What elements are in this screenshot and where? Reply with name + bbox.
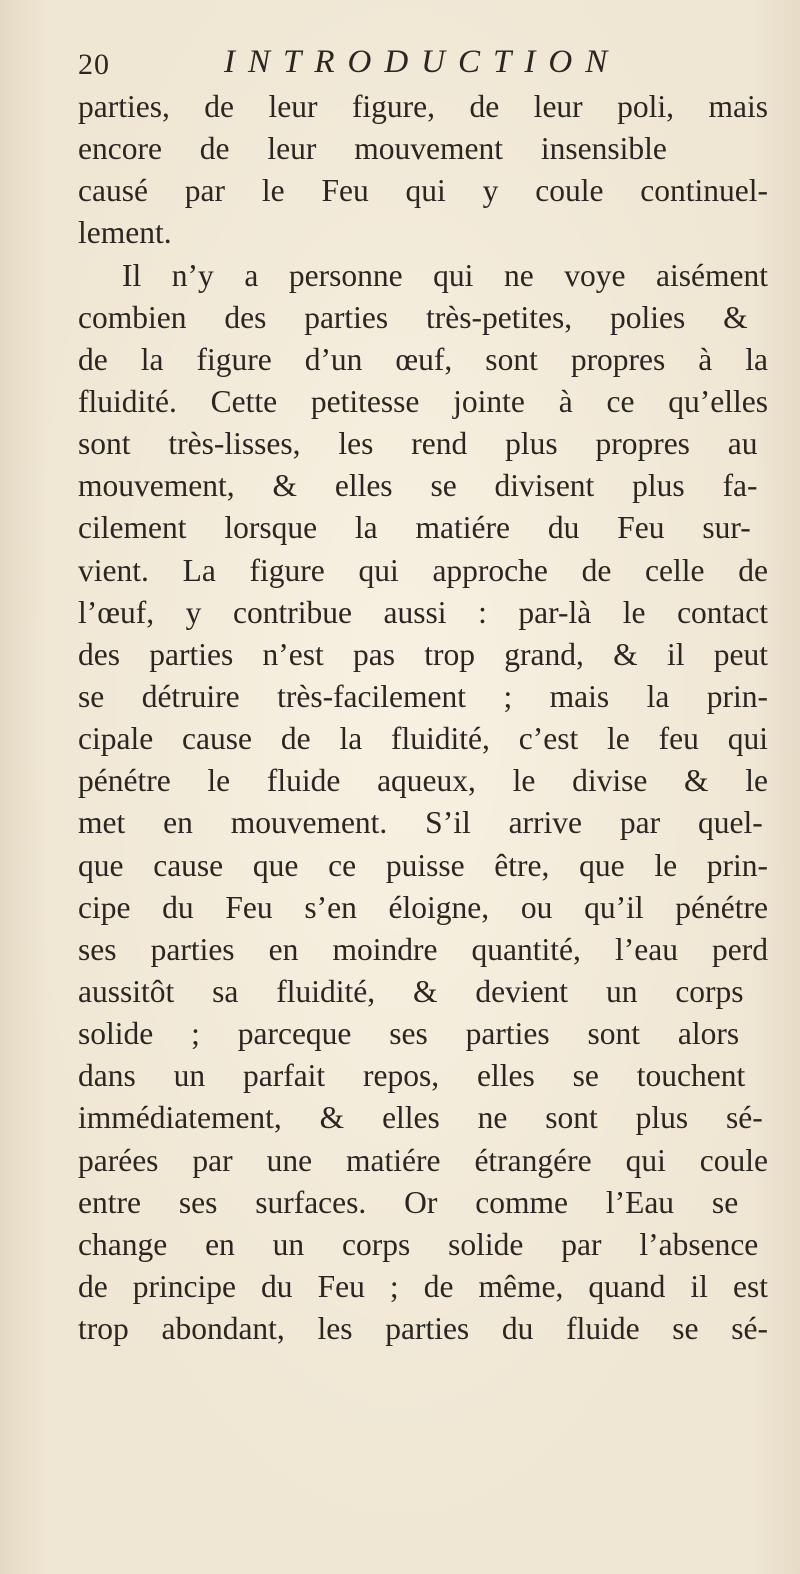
text-line-content: Il n’y a personne qui ne voye aisément: [122, 257, 768, 293]
text-line: [78, 887, 768, 929]
text-line-content: causé par le Feu qui y coule continuel-: [78, 173, 768, 209]
text-line-content: des parties n’est pas trop grand, & il peut: [78, 636, 768, 672]
text-line: [78, 929, 768, 971]
text-line-content: combien des parties très-petites, polies &: [78, 299, 748, 335]
text-line: [78, 1097, 768, 1139]
text-line-content: cipe du Feu s’en éloigne, ou qu’il pénétre: [78, 889, 768, 925]
text-line-content: mouvement, & elles se divisent plus fa-: [78, 468, 758, 504]
text-line: [78, 1140, 768, 1182]
body-text: [78, 86, 768, 1350]
text-line: [78, 423, 768, 465]
text-line: [78, 255, 768, 297]
text-line: [78, 297, 768, 339]
text-line-content: sont très-lisses, les rend plus propres au: [78, 426, 758, 462]
text-line: [78, 465, 768, 507]
text-line-content: aussitôt sa fluidité, & devient un corps: [78, 973, 744, 1009]
page-number: 20: [78, 48, 110, 81]
text-line-content: vient. La figure qui approche de celle de: [78, 552, 768, 588]
text-line: [78, 760, 768, 802]
text-line-content: l’œuf, y contribue aussi : par-là le contact: [78, 594, 769, 630]
text-line-content: met en mouvement. S’il arrive par quel-: [78, 805, 763, 841]
text-line-content: dans un parfait repos, elles se touchent: [78, 1058, 746, 1094]
text-line-content: change en un corps solide par l’absence: [78, 1226, 759, 1262]
text-line: [78, 634, 768, 676]
text-line: [78, 845, 768, 887]
running-title: INTRODUCTION: [224, 44, 621, 80]
text-line: [78, 212, 768, 254]
text-line-content: trop abondant, les parties du fluide se sé-: [78, 1311, 768, 1347]
text-line: [78, 1013, 768, 1055]
text-line-content: parties, de leur figure, de leur poli, mais: [78, 89, 768, 124]
text-line-content: ses parties en moindre quantité, l’eau perd: [78, 931, 769, 967]
text-line-content: de principe du Feu ; de même, quand il est: [78, 1268, 768, 1304]
text-line: [78, 1182, 768, 1224]
text-line-content: de la figure d’un œuf, sont propres à la: [78, 341, 769, 377]
text-line: [78, 592, 768, 634]
running-head: [78, 44, 718, 92]
text-line: [78, 802, 768, 844]
text-line-content: lement.: [78, 215, 172, 251]
text-line: [78, 381, 768, 423]
text-line: [78, 718, 768, 760]
text-line: [78, 550, 768, 592]
text-line-content: parées par une matiére étrangére qui coule: [78, 1142, 768, 1178]
text-line: [78, 339, 768, 381]
text-line: [78, 676, 768, 718]
text-line: [78, 507, 768, 549]
text-line-content: immédiatement, & elles ne sont plus sé-: [78, 1100, 763, 1136]
text-line-content: se détruire très-facilement ; mais la prin-: [78, 678, 769, 714]
text-line: [78, 971, 768, 1013]
text-line: [78, 1224, 768, 1266]
text-line-content: fluidité. Cette petitesse jointe à ce qu’elles: [78, 383, 768, 419]
text-line: [78, 170, 768, 212]
text-line-content: encore de leur mouvement insensible: [78, 131, 667, 167]
text-line: [78, 1308, 768, 1350]
text-line: [78, 1266, 768, 1308]
text-line-content: cilement lorsque la matiére du Feu sur-: [78, 510, 751, 546]
text-line: [78, 86, 768, 128]
text-line-content: que cause que ce puisse être, que le prin-: [78, 847, 769, 883]
text-line-content: cipale cause de la fluidité, c’est le feu qui: [78, 721, 768, 757]
text-line-content: solide ; parceque ses parties sont alors: [78, 1016, 740, 1052]
text-line: [78, 128, 768, 170]
text-line-content: pénétre le fluide aqueux, le divise & le: [78, 763, 769, 799]
text-line: [78, 1055, 768, 1097]
text-line-content: entre ses surfaces. Or comme l’Eau se: [78, 1184, 739, 1220]
